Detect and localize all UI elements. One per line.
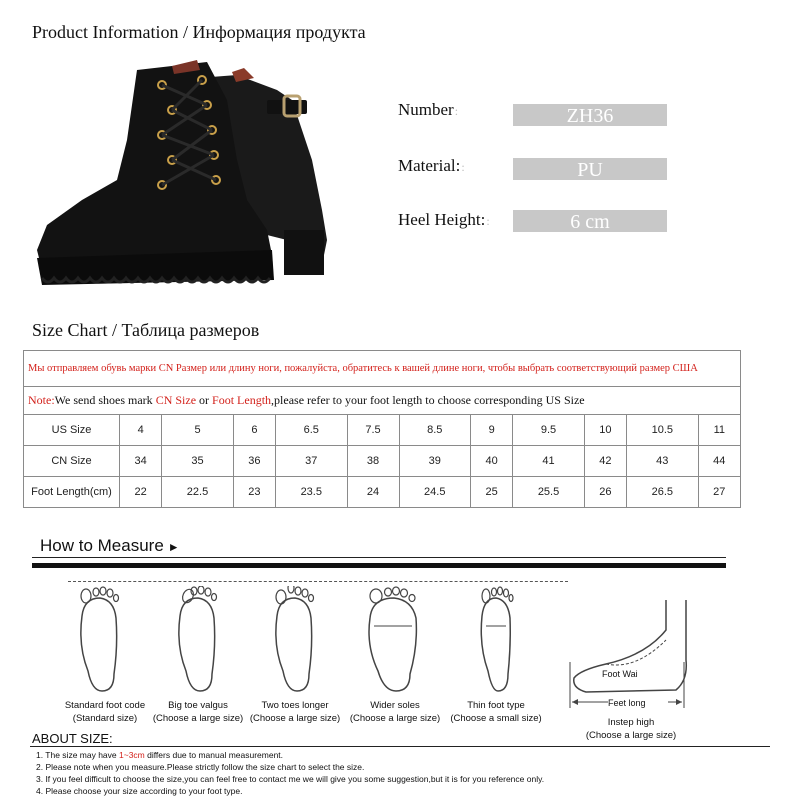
foot-wai-label: Foot Wai <box>602 669 638 679</box>
table-cell: 40 <box>471 446 513 477</box>
about-item-1: 1. The size may have 1~3cm differs due to manual measurement. <box>36 750 284 760</box>
table-cell: 25.5 <box>513 477 585 508</box>
row-label: Foot Length(cm) <box>24 477 120 508</box>
foot-big-toe-valgus-icon <box>168 586 228 696</box>
table-row-russian-note <box>24 351 741 387</box>
table-cell: 7.5 <box>347 415 399 446</box>
divider <box>30 746 770 747</box>
foot-caption-big-toe: Big toe valgus (Choose a large size) <box>152 700 244 724</box>
divider-thick <box>32 563 726 568</box>
table-cell: 6.5 <box>276 415 348 446</box>
size-chart-title: Size Chart / Таблица размеров <box>32 320 260 340</box>
table-row-us-size <box>24 415 741 446</box>
spec-label-heel-height: Heel Height:: <box>398 210 490 229</box>
divider <box>32 557 726 558</box>
table-cell: 39 <box>399 446 471 477</box>
table-row-note <box>24 387 741 415</box>
about-item-2: 2. Please note when you measure.Please strictly follow the size chart to select the size. <box>36 762 365 772</box>
spec-label-material: Material:: <box>398 156 465 175</box>
page-title: Product Information / Информация продукта <box>32 22 366 42</box>
table-row-foot-length <box>24 477 741 508</box>
table-cell: 8.5 <box>399 415 471 446</box>
foot-caption-wider: Wider soles (Choose a large size) <box>349 700 441 724</box>
size-note: Note:We send shoes mark CN Size or Foot Length,please refer to your foot length to choose corresponding US Size <box>24 387 741 415</box>
table-cell: 42 <box>584 446 626 477</box>
table-cell: 23.5 <box>276 477 348 508</box>
table-cell: 37 <box>276 446 348 477</box>
table-cell: 23 <box>233 477 275 508</box>
table-cell: 22.5 <box>162 477 234 508</box>
foot-caption-thin: Thin foot type (Choose a small size) <box>450 700 542 724</box>
table-cell: 22 <box>120 477 162 508</box>
table-cell: 24.5 <box>399 477 471 508</box>
table-cell: 38 <box>347 446 399 477</box>
foot-wider-soles-icon <box>362 586 428 696</box>
foot-two-toes-longer-icon <box>265 586 325 696</box>
table-cell: 44 <box>698 446 740 477</box>
foot-standard-icon <box>70 586 130 696</box>
table-cell: 35 <box>162 446 234 477</box>
about-item-4: 4. Please choose your size according to your foot type. <box>36 786 243 796</box>
table-cell: 9 <box>471 415 513 446</box>
table-cell: 26.5 <box>627 477 699 508</box>
table-cell: 41 <box>513 446 585 477</box>
row-label: US Size <box>24 415 120 446</box>
table-cell: 11 <box>698 415 740 446</box>
foot-thin-icon <box>468 586 524 696</box>
table-cell: 10 <box>584 415 626 446</box>
foot-caption-two-toes: Two toes longer (Choose a large size) <box>249 700 341 724</box>
foot-caption-standard: Standard foot code (Standard size) <box>64 700 146 724</box>
about-size-title: ABOUT SIZE: <box>32 731 113 746</box>
spec-value-heel-height: 6 cm <box>513 210 667 232</box>
table-cell: 36 <box>233 446 275 477</box>
table-cell: 43 <box>627 446 699 477</box>
table-cell: 5 <box>162 415 234 446</box>
product-photo <box>22 40 340 305</box>
spec-label-number: Number: <box>398 100 459 119</box>
table-cell: 9.5 <box>513 415 585 446</box>
table-cell: 24 <box>347 477 399 508</box>
table-cell: 10.5 <box>627 415 699 446</box>
spec-value-number: ZH36 <box>513 104 667 126</box>
table-row-cn-size <box>24 446 741 477</box>
size-table <box>23 350 741 508</box>
foot-caption-instep: Instep high (Choose a large size) <box>585 717 677 741</box>
russian-note: Мы отправляем обувь марки CN Размер или длину ноги, пожалуйста, обратитесь к вашей длине ноги, чтобы выбрать соответствующий размер США <box>24 351 741 387</box>
foot-side-view-icon <box>566 600 696 710</box>
how-to-measure-title: How to Measure ► <box>40 536 180 555</box>
triangle-right-icon: ► <box>167 540 180 554</box>
table-cell: 4 <box>120 415 162 446</box>
feet-long-label: Feet long <box>608 697 668 710</box>
table-cell: 27 <box>698 477 740 508</box>
table-cell: 25 <box>471 477 513 508</box>
row-label: CN Size <box>24 446 120 477</box>
about-item-3: 3. If you feel difficult to choose the size,you can feel free to contact me we will give you some suggestion,but it is for you reference only. <box>36 774 545 784</box>
table-cell: 26 <box>584 477 626 508</box>
table-cell: 34 <box>120 446 162 477</box>
table-cell: 6 <box>233 415 275 446</box>
boot-icon <box>22 40 340 305</box>
spec-value-material: PU <box>513 158 667 180</box>
dashed-guide <box>68 581 568 582</box>
